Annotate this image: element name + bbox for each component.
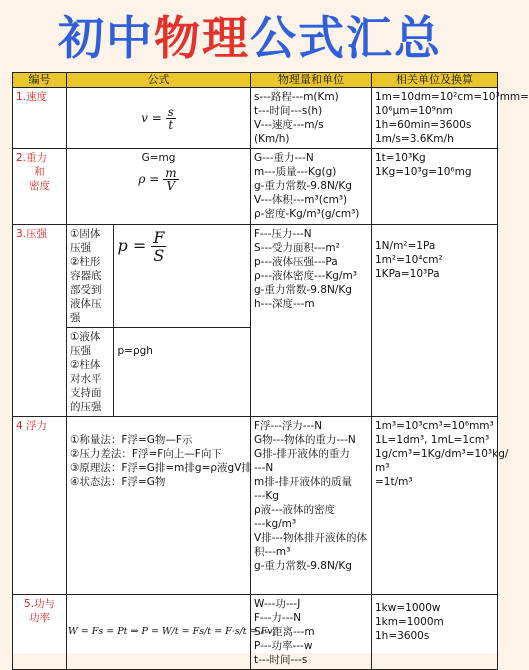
row-gravity-conversions: 1t=10³Kg 1Kg=10³g=10⁶mg <box>372 149 498 225</box>
row-buoyancy <box>13 417 498 595</box>
row-work-quantities: W---功---J F---力---N S---距离---m P---功率---w t---时间---s <box>251 595 372 670</box>
row-buoyancy-formula: ①称量法：F浮=G物—F示 ②压力差法：F浮=F向上—F向下 ③原理法：F浮=G排=m排g=ρ液gV排 ④状态法：F浮=G物 <box>67 417 251 595</box>
row-gravity-id: 2.重力 和 密度 <box>13 149 67 225</box>
row-work-conversions: 1kw=1000w 1km=1000m 1h=3600s <box>372 595 498 670</box>
header-row <box>13 73 498 88</box>
page-title: 初中物理公式汇总 <box>58 11 442 65</box>
row-speed-formula: v = $\frac{s}{t}$ <box>67 88 251 149</box>
row-pressure-quantities: F---压力---N S---受力面积---m² p---液体压强---Pa ρ---液体密度---Kg/m³ g-重力常数-9.8N/Kg h---深度---m <box>251 225 372 417</box>
row-pressure-id: 3.压强 <box>13 225 67 417</box>
row-gravity <box>13 149 498 225</box>
row-speed-id: 1.速度 <box>13 88 67 149</box>
row-work-id: 5.功与 功率 <box>13 595 67 670</box>
row-speed-quantities: s---路程---m(Km) t---时间---s(h) V---速度---m/s (Km/h) <box>251 88 372 149</box>
formula-table <box>12 72 529 670</box>
row-pressure-conversions: 1N/m²=1Pa 1m²=10⁴cm² 1KPa=10³Pa <box>372 225 498 417</box>
row-gravity-formula: G=mg ρ = $\frac{m}{V}$ <box>67 149 251 225</box>
pressure-formula-solid: p = $\frac{F}{S}$ <box>113 225 250 328</box>
formula-sheet <box>12 72 529 666</box>
pressure-case-liquid: ①液体 压强 ②柱体 对水平 支持面 的压强 <box>67 328 113 417</box>
row-buoyancy-conversions: 1m³=10³cm³=10⁶mm³ 1L=1dm³, 1mL=1cm³ 1g/cm³=1Kg/dm³=10³kg/ m³ =1t/m³ <box>372 417 498 595</box>
row-speed-conversions: 1m=10dm=10²cm=10³mm= 10⁶μm=10⁹nm 1h=60min=3600s 1m/s=3.6Km/h <box>372 88 498 149</box>
pressure-case-solid: ①固体 压强 ②柱形 容器底 部受到 液体压 强 <box>70 228 102 324</box>
header-id: 编号 <box>13 73 67 88</box>
row-speed <box>13 88 498 149</box>
row-work-formula: W = Fs = Pt ⇒ P = W/t = Fs/t = F·s/t = Fv <box>67 595 251 670</box>
row-work <box>13 595 498 670</box>
row-buoyancy-quantities: F浮---浮力---N G物---物体的重力---N G排-排开液体的重力 ---N m排-排开液体的质量 ---Kg ρ液---液体的密度 ---kg/m³ V排---物体排开液体的体 积---m³ g-重力常数-9.8N/Kg <box>251 417 372 595</box>
header-quantities: 物理量和单位 <box>251 73 372 88</box>
header-formula: 公式 <box>67 73 251 88</box>
row-pressure-formula <box>67 225 251 417</box>
pressure-formula-liquid: p=ρgh <box>113 328 250 417</box>
row-buoyancy-id: 4 浮力 <box>13 417 67 595</box>
header-conversions: 相关单位及换算 <box>372 73 498 88</box>
row-gravity-quantities: G---重力---N m---质量---Kg(g) g-重力常数-9.8N/Kg V---体积---m³(cm³) ρ-密度-Kg/m³(g/cm³) <box>251 149 372 225</box>
row-pressure <box>13 225 498 417</box>
